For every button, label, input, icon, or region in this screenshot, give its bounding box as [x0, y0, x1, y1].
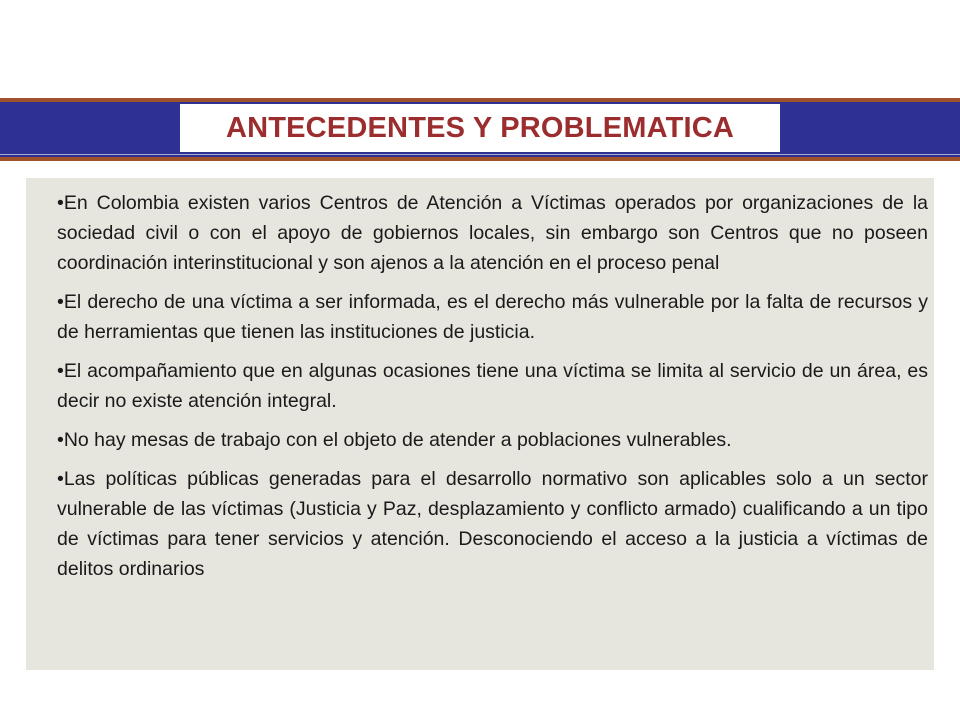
title-box: [180, 104, 780, 152]
bullet-item: [57, 188, 928, 278]
bullet-text: El derecho de una víctima a ser informada, es el derecho más vulnerable por la falta de recursos y de herramientas que tienen las instituciones de justicia.: [57, 291, 928, 343]
bullet-marker: •: [57, 468, 64, 490]
bullet-text: Las políticas públicas generadas para el desarrollo normativo son aplicables solo a un sector vulnerable de las víctimas (Justicia y Paz, desplazamiento y conflicto armado) cualificando a un tipo de víctimas para tener servicios y atención. Desconociendo el acceso a la justicia a víctimas de delitos ordinarios: [57, 468, 928, 580]
bullet-text: El acompañamiento que en algunas ocasiones tiene una víctima se limita al servicio de un área, es decir no existe atención integral.: [57, 360, 928, 412]
bullet-item: [57, 356, 928, 416]
bullet-marker: •: [57, 291, 64, 313]
slide-title: ANTECEDENTES Y PROBLEMATICA: [225, 111, 735, 144]
content-box: [26, 178, 934, 670]
bullet-item: [57, 464, 928, 584]
bullet-marker: •: [57, 360, 64, 382]
bullet-text: En Colombia existen varios Centros de Atención a Víctimas operados por organizaciones de la sociedad civil o con el apoyo de gobiernos locales, sin embargo son Centros que no poseen coordinación interinstitucional y son ajenos a la atención en el proceso penal: [57, 192, 928, 274]
bullet-item: [57, 425, 928, 455]
bullet-marker: •: [57, 192, 64, 214]
bullet-item: [57, 287, 928, 347]
bullet-text: No hay mesas de trabajo con el objeto de atender a poblaciones vulnerables.: [63, 429, 732, 451]
bullet-marker: •: [57, 429, 64, 451]
